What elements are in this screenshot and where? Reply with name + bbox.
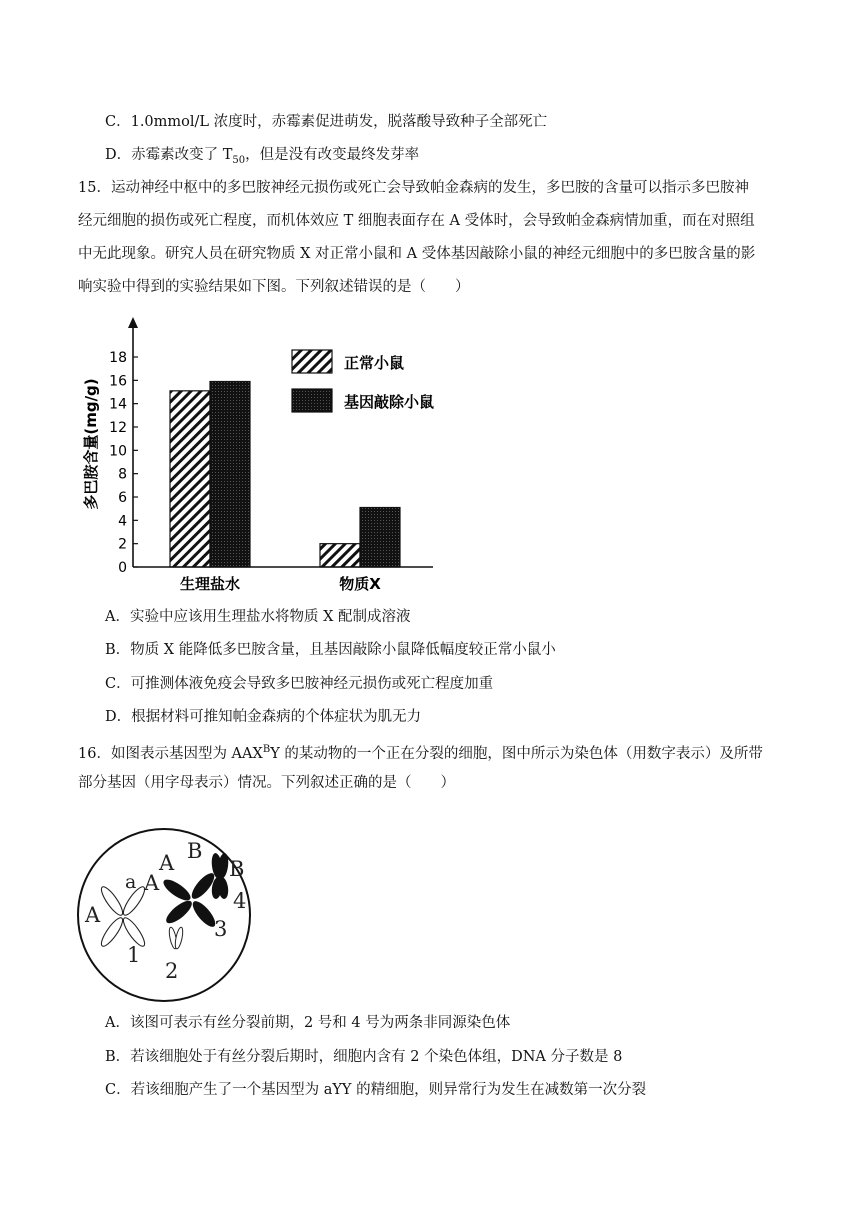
x-category-label: 物质X — [339, 575, 381, 593]
q15-line-2: 经元细胞的损伤或死亡程度，而机体效应 T 细胞表面存在 A 受体时，会导致帕金森病情加重，而在对照组 — [78, 213, 755, 229]
legend-swatch-normal — [292, 350, 332, 373]
legend — [292, 350, 434, 412]
bar-knockout-1 — [360, 508, 400, 568]
legend-label-normal: 正常小鼠 — [344, 354, 405, 372]
y-tick-label: 2 — [118, 536, 127, 553]
q15-option-a: A．实验中应该用生理盐水将物质 X 配制成溶液 — [105, 609, 411, 625]
legend-label-knockout: 基因敲除小鼠 — [344, 393, 435, 411]
y-axis-arrow — [128, 317, 138, 328]
q15-line-1: 15．运动神经中枢中的多巴胺神经元损伤或死亡会导致帕金森病的发生，多巴胺的含量可以指示多巴胺神 — [78, 180, 749, 196]
y-tick-label: 16 — [109, 373, 127, 390]
chromosome-number-4: 4 — [233, 889, 247, 913]
gene-label-B-1: B — [187, 839, 203, 863]
chromosome-number-2: 2 — [165, 959, 179, 983]
bar-knockout-0 — [210, 382, 250, 568]
y-tick-label: 6 — [118, 490, 127, 506]
dopamine-bar-chart — [70, 312, 490, 602]
q16-text-a: 16．如图表示基因型为 AAX — [78, 745, 263, 762]
q16-line-2: 部分基因（用字母表示）情况。下列叙述正确的是（ ） — [78, 775, 455, 791]
option-d-text-a: D．赤霉素改变了 T — [105, 147, 233, 163]
x-category-label: 生理盐水 — [179, 575, 241, 593]
option-c-prev: C．1.0mmol/L 浓度时，赤霉素促进萌发，脱落酸导致种子全部死亡 — [105, 114, 548, 130]
chromosome-number-3: 3 — [214, 917, 228, 941]
q15-line-3: 中无此现象。研究人员在研究物质 X 对正常小鼠和 A 受体基因敲除小鼠的神经元细胞中的多巴胺含量的影 — [78, 246, 756, 262]
gene-label-A-3: A — [159, 851, 175, 875]
gene-label-A-1: A — [85, 903, 101, 927]
y-tick-label: 12 — [109, 420, 127, 436]
q15-option-b: B．物质 X 能降低多巴胺含量，且基因敲除小鼠降低幅度较正常小鼠小 — [105, 642, 556, 658]
q16-line-1 — [78, 740, 763, 764]
q15-line-4: 响实验中得到的实验结果如下图。下列叙述错误的是（ ） — [78, 279, 470, 295]
gene-label-a: a — [125, 871, 137, 893]
y-tick-label: 14 — [109, 396, 127, 413]
chromosome-number-1: 1 — [127, 943, 141, 967]
y-tick-label: 0 — [118, 560, 127, 576]
q16-option-a: A．该图可表示有丝分裂前期，2 号和 4 号为两条非同源染色体 — [105, 1015, 511, 1031]
t50-subscript: 50 — [232, 154, 246, 166]
q16-sup-b: B — [262, 744, 271, 755]
cell-division-diagram — [75, 826, 253, 1004]
y-axis-label: 多巴胺含量(mg/g) — [82, 378, 100, 510]
y-tick-label: 4 — [118, 513, 127, 530]
gene-label-B-2: B — [229, 857, 245, 881]
legend-swatch-knockout — [292, 389, 332, 412]
y-tick-label: 18 — [109, 350, 127, 366]
option-d-prev — [105, 145, 419, 171]
option-d-text-b: ，但是没有改变最终发芽率 — [245, 147, 420, 163]
q16-option-b: B．若该细胞处于有丝分裂后期时，细胞内含有 2 个染色体组，DNA 分子数是 8 — [105, 1049, 623, 1065]
y-tick-label: 10 — [109, 443, 127, 460]
q15-option-d: D．根据材料可推知帕金森病的个体症状为肌无力 — [105, 709, 422, 725]
y-tick-label: 8 — [118, 466, 127, 483]
bar-normal-0 — [170, 391, 210, 567]
q15-option-c: C．可推测体液免疫会导致多巴胺神经元损伤或死亡程度加重 — [105, 676, 494, 692]
q16-text-b: Y 的某动物的一个正在分裂的细胞，图中所示为染色体（用数字表示）及所带 — [270, 745, 763, 762]
q16-option-c: C．若该细胞产生了一个基因型为 aYY 的精细胞，则异常行为发生在减数第一次分裂 — [105, 1082, 647, 1098]
bar-normal-1 — [320, 544, 360, 567]
gene-label-A-2: A — [144, 871, 160, 895]
